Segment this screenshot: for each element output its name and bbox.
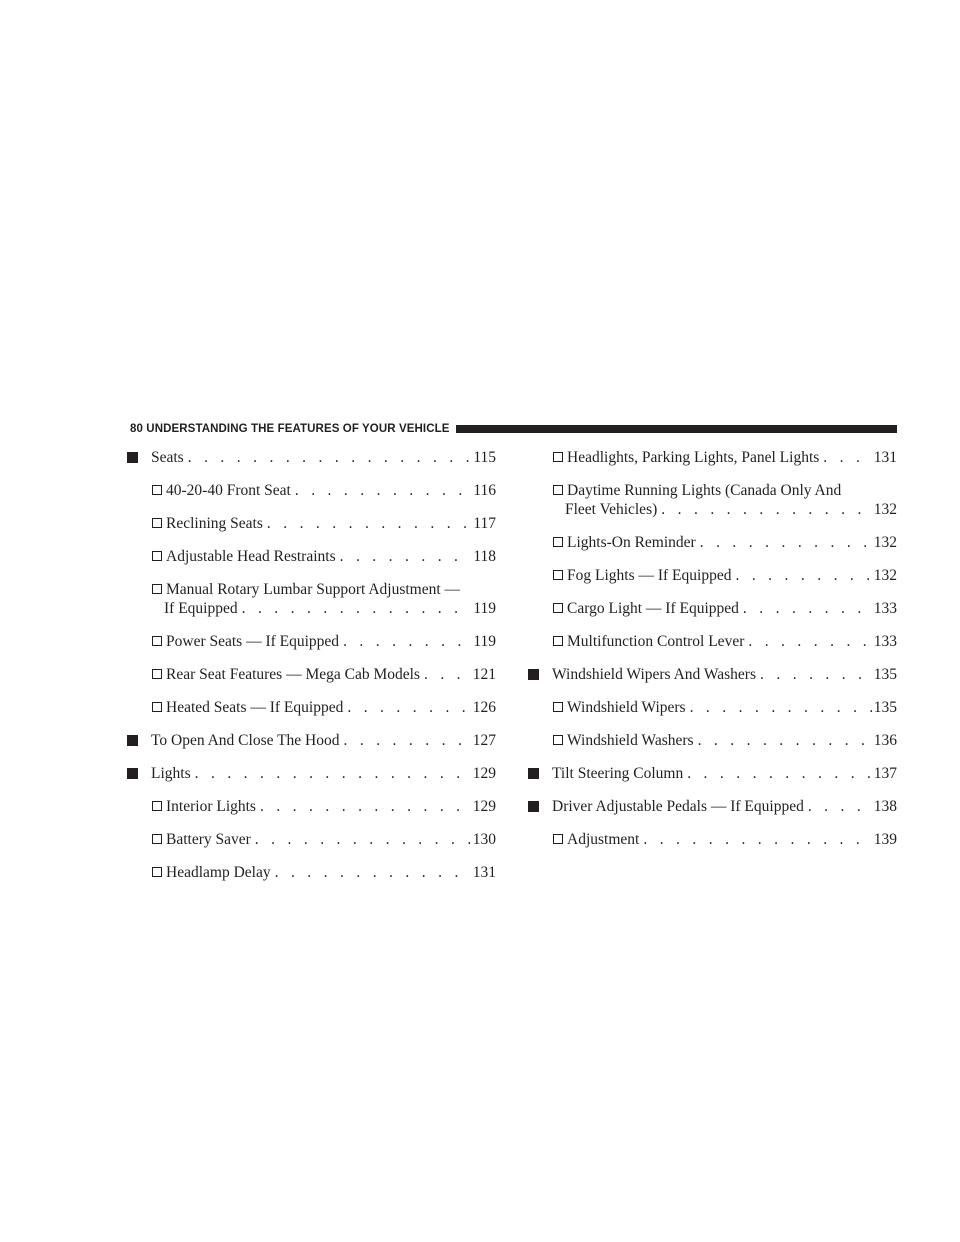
- hollow-square-bullet-icon: [553, 702, 563, 712]
- toc-subsection-entry[interactable]: [127, 863, 496, 882]
- toc-entry-title: To Open And Close The Hood: [151, 732, 340, 749]
- hollow-square-bullet-icon: [553, 485, 563, 495]
- toc-entry-title: Tilt Steering Column: [552, 765, 684, 782]
- toc-page-number: 129: [472, 765, 496, 782]
- dot-leader: [735, 566, 871, 585]
- dot-leader: [424, 665, 471, 684]
- toc-section-entry[interactable]: [127, 448, 496, 467]
- dot-leader: [275, 863, 471, 882]
- toc-subsection-entry[interactable]: [528, 632, 897, 651]
- toc-section-entry[interactable]: [127, 764, 496, 783]
- hollow-square-bullet-icon: [152, 636, 162, 646]
- filled-square-bullet-icon: [127, 452, 138, 463]
- hollow-square-bullet-icon: [152, 485, 162, 495]
- toc-page-number: 131: [472, 864, 496, 881]
- toc-page-number: 136: [873, 732, 897, 749]
- toc-entry-title: Daytime Running Lights (Canada Only And: [567, 482, 842, 499]
- toc-subsection-entry[interactable]: [127, 547, 496, 566]
- toc-page-number: 138: [873, 798, 897, 815]
- toc-entry-title: Windshield Washers: [567, 732, 694, 749]
- toc-entry-title: Windshield Wipers And Washers: [552, 666, 757, 683]
- toc-subsection-entry[interactable]: [528, 448, 897, 467]
- hollow-square-bullet-icon: [553, 834, 563, 844]
- dot-leader: [347, 698, 470, 717]
- hollow-square-bullet-icon: [553, 537, 563, 547]
- toc-page-number: 118: [473, 548, 496, 565]
- toc-page-number: 132: [873, 501, 897, 518]
- toc-entry-title: Adjustment: [567, 831, 640, 848]
- toc-subsection-entry[interactable]: [528, 830, 897, 849]
- toc-entry-title: Battery Saver: [166, 831, 251, 848]
- dot-leader: [195, 764, 471, 783]
- toc-page-number: 132: [873, 567, 897, 584]
- toc-entry-title: Interior Lights: [166, 798, 256, 815]
- hollow-square-bullet-icon: [152, 867, 162, 877]
- toc-entry-title: Heated Seats — If Equipped: [166, 699, 344, 716]
- toc-subsection-entry[interactable]: [528, 533, 897, 552]
- hollow-square-bullet-icon: [553, 452, 563, 462]
- dot-leader: [188, 448, 472, 467]
- toc-page-number: 133: [873, 633, 897, 650]
- toc-page-number: 126: [472, 699, 496, 716]
- dot-leader: [760, 665, 872, 684]
- toc-entry-title: Seats: [151, 449, 184, 466]
- toc-entry-title: Multifunction Control Lever: [567, 633, 745, 650]
- dot-leader: [242, 599, 472, 618]
- filled-square-bullet-icon: [127, 735, 138, 746]
- toc-subsection-entry[interactable]: [528, 731, 897, 750]
- toc-subsection-entry[interactable]: [127, 665, 496, 684]
- toc-column-left: [127, 448, 496, 896]
- toc-entry-title: Driver Adjustable Pedals — If Equipped: [552, 798, 804, 815]
- dot-leader: [687, 764, 872, 783]
- toc-section-entry[interactable]: [528, 797, 897, 816]
- dot-leader: [340, 547, 472, 566]
- hollow-square-bullet-icon: [553, 603, 563, 613]
- hollow-square-bullet-icon: [553, 570, 563, 580]
- toc-entry-title: Headlights, Parking Lights, Panel Lights: [567, 449, 820, 466]
- dot-leader: [748, 632, 871, 651]
- toc-page-number: 133: [873, 600, 897, 617]
- toc-page-number: 132: [873, 534, 897, 551]
- toc-page-number: 131: [873, 449, 897, 466]
- hollow-square-bullet-icon: [152, 669, 162, 679]
- toc-page-number: 130: [472, 831, 496, 848]
- toc-entry-title: Reclining Seats: [166, 515, 263, 532]
- hollow-square-bullet-icon: [152, 551, 162, 561]
- toc-page-number: 115: [473, 449, 496, 466]
- toc-page-number: 129: [472, 798, 496, 815]
- toc-section-entry[interactable]: [528, 764, 897, 783]
- toc-page-number: 116: [473, 482, 496, 499]
- filled-square-bullet-icon: [127, 768, 138, 779]
- filled-square-bullet-icon: [528, 801, 539, 812]
- toc-subsection-entry[interactable]: [528, 698, 897, 717]
- toc-entry-title: If Equipped: [164, 600, 238, 617]
- page-header: [130, 421, 897, 437]
- toc-subsection-entry[interactable]: [127, 514, 496, 533]
- page-header-text: 80 UNDERSTANDING THE FEATURES OF YOUR VEHICLE: [130, 423, 450, 435]
- hollow-square-bullet-icon: [152, 584, 162, 594]
- hollow-square-bullet-icon: [152, 702, 162, 712]
- toc-page-number: 139: [873, 831, 897, 848]
- toc-subsection-entry[interactable]: [127, 632, 496, 651]
- hollow-square-bullet-icon: [152, 834, 162, 844]
- filled-square-bullet-icon: [528, 768, 539, 779]
- toc-subsection-entry[interactable]: [127, 698, 496, 717]
- dot-leader: [260, 797, 471, 816]
- header-rule: [456, 425, 897, 433]
- toc-subsection-entry[interactable]: [528, 566, 897, 585]
- toc-section-entry[interactable]: [528, 665, 897, 684]
- toc-entry-title: Cargo Light — If Equipped: [567, 600, 739, 617]
- dot-leader: [295, 481, 471, 500]
- toc-entry-title: Manual Rotary Lumbar Support Adjustment —: [166, 581, 461, 598]
- toc-page-number: 127: [472, 732, 496, 749]
- dot-leader: [743, 599, 872, 618]
- hollow-square-bullet-icon: [553, 636, 563, 646]
- toc-entry-title: Adjustable Head Restraints: [166, 548, 336, 565]
- toc-entry-title: Windshield Wipers: [567, 699, 686, 716]
- toc-entry-title: Lights-On Reminder: [567, 534, 696, 551]
- toc-subsection-entry[interactable]: [127, 830, 496, 849]
- toc-entry-title: Lights: [151, 765, 191, 782]
- filled-square-bullet-icon: [528, 669, 539, 680]
- toc-subsection-entry[interactable]: [528, 481, 897, 519]
- dot-leader: [698, 731, 872, 750]
- dot-leader: [255, 830, 471, 849]
- toc-page-number: 135: [873, 666, 897, 683]
- toc-entry-title: 40-20-40 Front Seat: [166, 482, 291, 499]
- dot-leader: [343, 632, 471, 651]
- dot-leader: [267, 514, 471, 533]
- dot-leader: [344, 731, 471, 750]
- toc-subsection-entry[interactable]: [127, 797, 496, 816]
- toc-page-number: 119: [473, 600, 496, 617]
- toc-page-number: 117: [473, 515, 496, 532]
- toc-section-entry[interactable]: [127, 731, 496, 750]
- toc-entry-title: Rear Seat Features — Mega Cab Models: [166, 666, 420, 683]
- toc-page-number: 137: [873, 765, 897, 782]
- toc-page-number: 121: [472, 666, 496, 683]
- dot-leader: [643, 830, 871, 849]
- toc-entry-title: Fleet Vehicles): [565, 501, 658, 518]
- hollow-square-bullet-icon: [152, 801, 162, 811]
- toc-entry-title: Power Seats — If Equipped: [166, 633, 340, 650]
- toc-page-number: 135: [873, 699, 897, 716]
- dot-leader: [661, 500, 871, 519]
- dot-leader: [690, 698, 872, 717]
- hollow-square-bullet-icon: [553, 735, 563, 745]
- toc-entry-title: Headlamp Delay: [166, 864, 271, 881]
- toc-entry-title: Fog Lights — If Equipped: [567, 567, 732, 584]
- toc-subsection-entry[interactable]: [528, 599, 897, 618]
- toc-page-number: 119: [473, 633, 496, 650]
- dot-leader: [823, 448, 871, 467]
- toc-subsection-entry[interactable]: [127, 481, 496, 500]
- dot-leader: [700, 533, 872, 552]
- toc-subsection-entry[interactable]: [127, 580, 496, 618]
- dot-leader: [808, 797, 872, 816]
- hollow-square-bullet-icon: [152, 518, 162, 528]
- toc-column-right: [528, 448, 897, 863]
